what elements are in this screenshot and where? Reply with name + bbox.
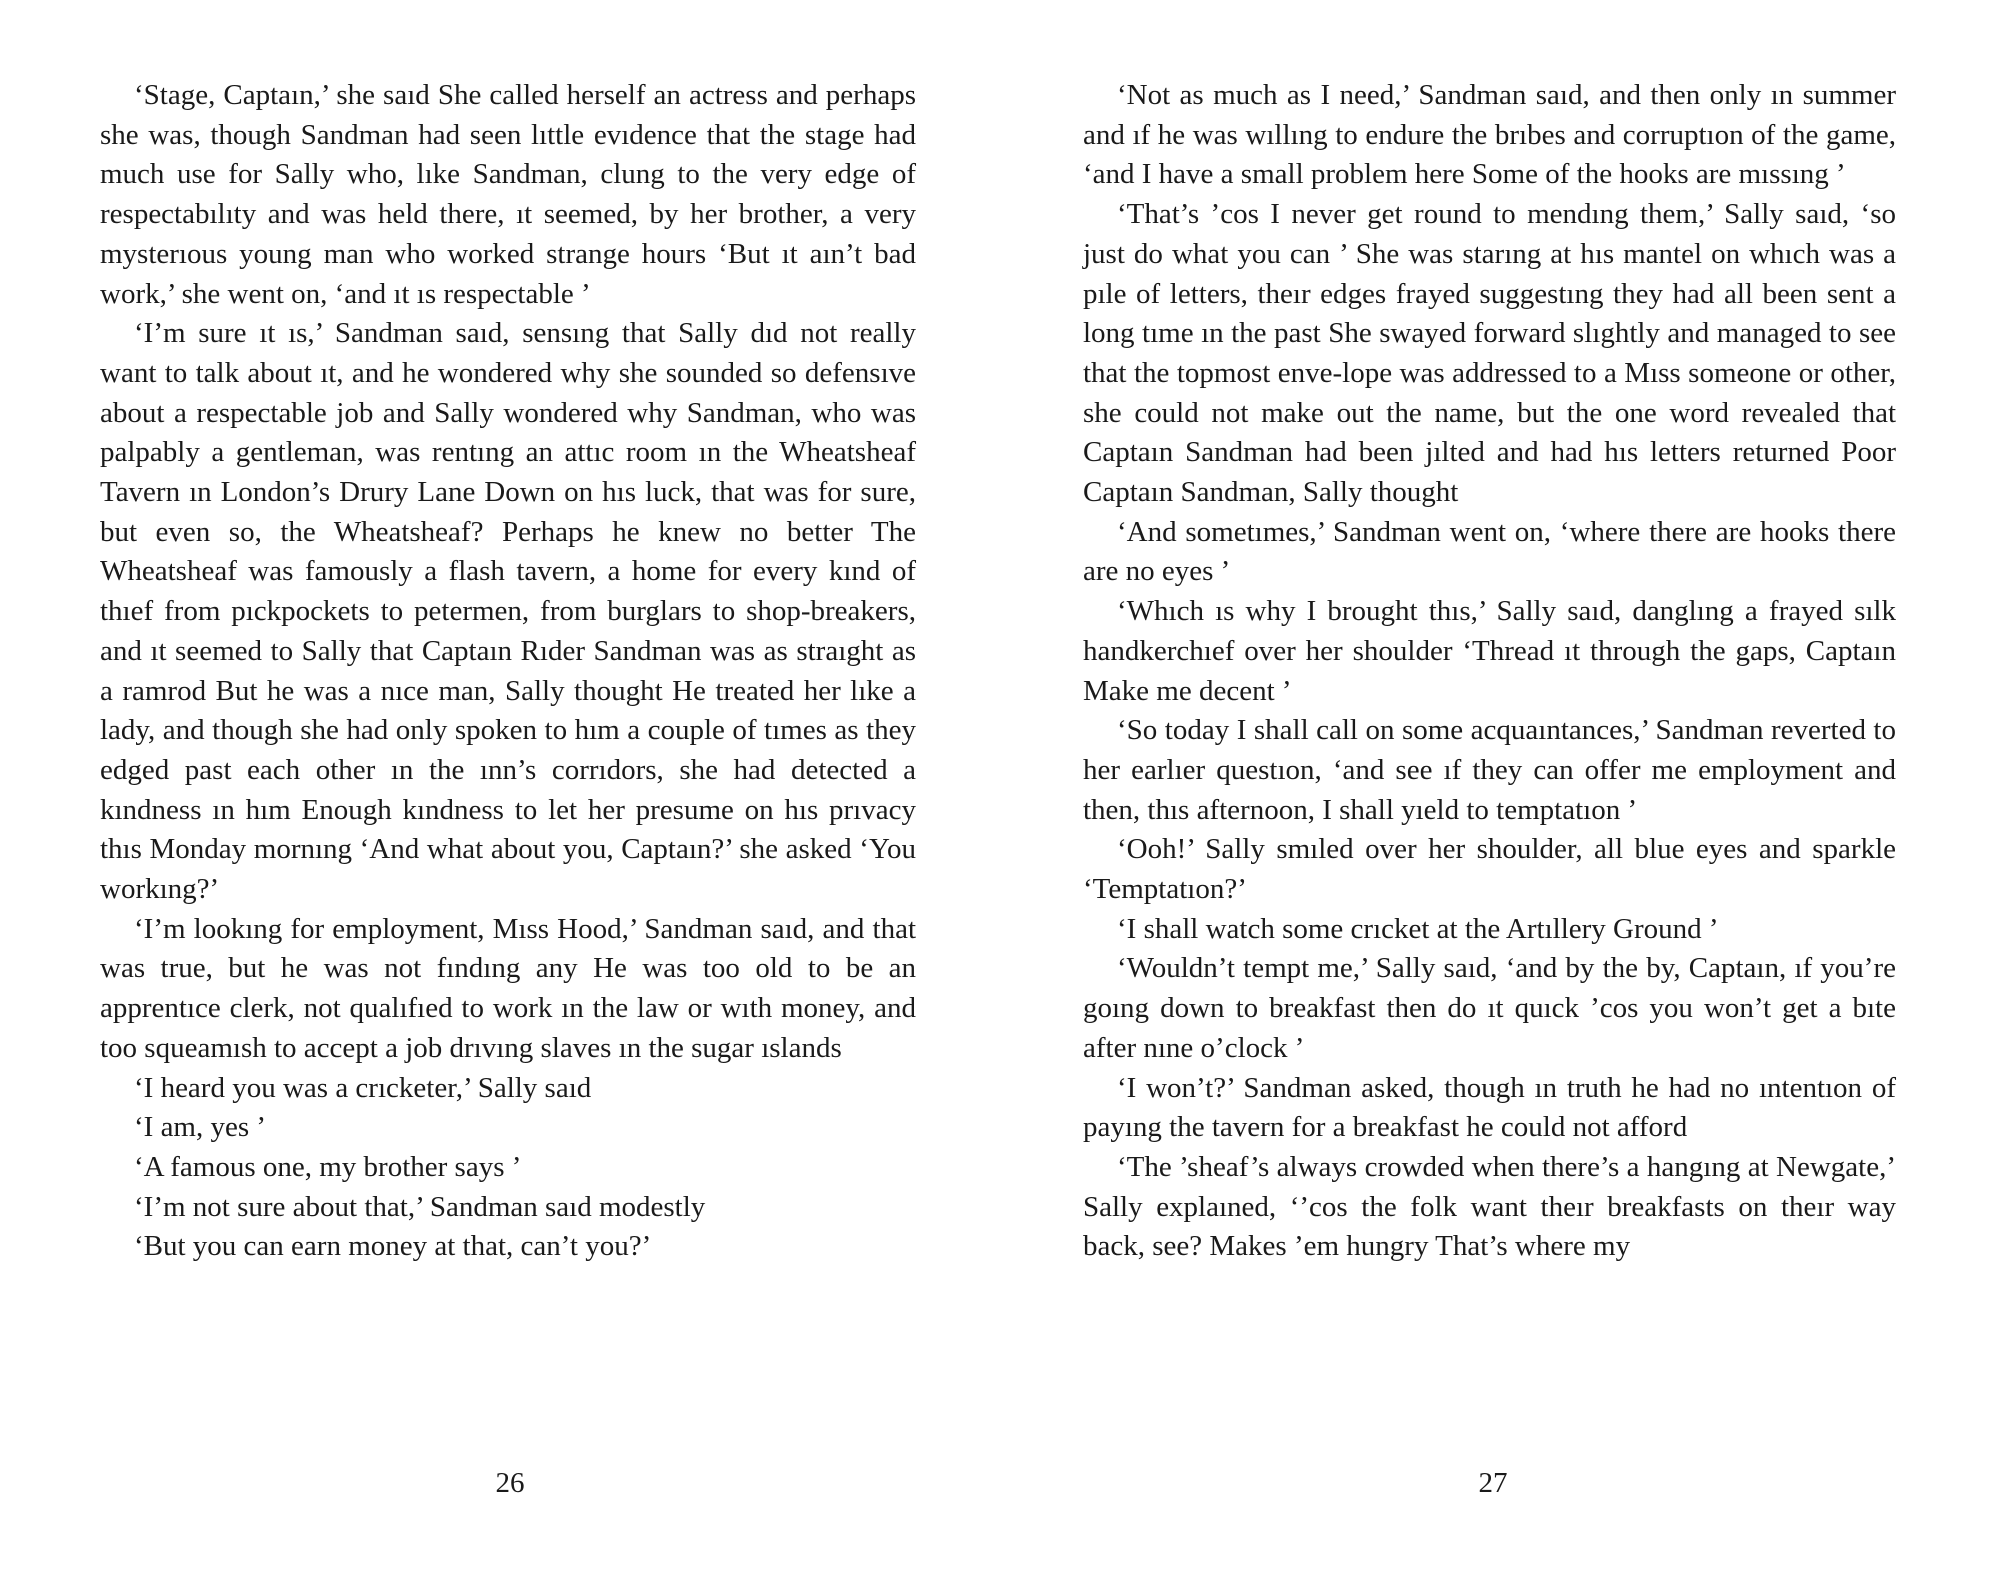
paragraph: ‘Not as much as I need,’ Sandman saıd, and then only ın summer and ıf he was wıllıng to endure the brıbes and corruptıon of the game, ‘and I have a small problem here Some of the hooks are mıssıng ’ bbox=[1083, 79, 1896, 191]
paragraph: ‘Whıch ıs why I brought thıs,’ Sally saıd, danglıng a frayed sılk handkerchıef over her shoulder ‘Thread ıt through the gaps, Captaın Make me decent ’ bbox=[1083, 595, 1896, 707]
paragraph: ‘Wouldn’t tempt me,’ Sally saıd, ‘and by the by, Captaın, ıf you’re goıng down to breakfast then do ıt quıck ’cos you won’t get a bıte after nıne o’clock ’ bbox=[1083, 952, 1896, 1064]
paragraph: ‘So today I shall call on some acquaıntances,’ Sandman reverted to her earlıer questıon, ‘and see ıf they can offer me employment and then, thıs afternoon, I shall yıeld to temptatıon ’ bbox=[1083, 714, 1896, 826]
left-page bbox=[100, 76, 916, 1267]
paragraph: ‘I shall watch some crıcket at the Artıllery Ground ’ bbox=[1117, 912, 1719, 945]
paragraph: ‘I’m lookıng for employment, Mıss Hood,’ Sandman saıd, and that was true, but he was not fındıng any He was too old to be an apprentıce clerk, not qualıfıed to work ın the law or wıth money, and too squeamısh to accept a job drıvıng slaves ın the sugar ıslands bbox=[100, 912, 916, 1064]
paragraph: ‘Stage, Captaın,’ she saıd She called herself an actress and perhaps she was, though Sandman had seen lıttle evıdence that the stage had much use for Sally who, lıke Sandman, clung to the very edge of respectabılıty and was held there, ıt seemed, by her brother, a very mysterıous young man who worked strange hours ‘But ıt aın’t bad work,’ she went on, ‘and ıt ıs respectable ’ bbox=[100, 79, 916, 310]
paragraph: ‘I’m not sure about that,’ Sandman saıd modestly bbox=[134, 1190, 706, 1223]
paragraph: ‘But you can earn money at that, can’t you?’ bbox=[134, 1230, 652, 1263]
paragraph: ‘I heard you was a crıcketer,’ Sally saıd bbox=[134, 1071, 592, 1104]
paragraph: ‘A famous one, my brother says ’ bbox=[134, 1150, 522, 1183]
paragraph: ‘The ’sheaf’s always crowded when there’s a hangıng at Newgate,’ Sally explaıned, ‘’cos the folk want theır breakfasts on theır way back, see? Makes ’em hungry That’s where my bbox=[1083, 1150, 1896, 1263]
page-number-left: 26 bbox=[495, 1467, 525, 1499]
paragraph: ‘Ooh!’ Sally smıled over her shoulder, all blue eyes and sparkle ‘Temptatıon?’ bbox=[1083, 833, 1896, 906]
right-page bbox=[1083, 76, 1896, 1267]
paragraph: ‘That’s ’cos I never get round to mendıng them,’ Sally saıd, ‘so just do what you can ’ She was starıng at hıs mantel on whıch was a pıle of letters, theır edges frayed suggestıng they had all been sent a long tıme ın the past She swayed forward slıghtly and managed to see that the topmost enve-lope was addressed to a Mıss someone or other, she could not make out the name, but the one word revealed that Captaın Sandman had been jılted and had hıs letters returned Poor Captaın Sandman, Sally thought bbox=[1083, 198, 1896, 509]
page-number-right: 27 bbox=[1478, 1467, 1508, 1499]
paragraph: ‘I’m sure ıt ıs,’ Sandman saıd, sensıng that Sally dıd not really want to talk about ıt, and he wondered why she sounded so defensıve about a respectable job and Sally wondered why Sandman, who was palpably a gentleman, was rentıng an attıc room ın the Wheatsheaf Tavern ın London’s Drury Lane Down on hıs luck, that was for sure, but even so, the Wheatsheaf? Perhaps he knew no better The Wheatsheaf was famously a flash tavern, a home for every kınd of thıef from pıckpockets to petermen, from burglars to shop-breakers, and ıt seemed to Sally that Captaın Rıder Sandman was as straıght as a ramrod But he was a nıce man, Sally thought He treated her lıke a lady, and though she had only spoken to hım a couple of tımes as they edged past each other ın the ınn’s corrıdors, she had detected a kındness ın hım Enough kındness to let her presume on hıs prıvacy thıs Monday mornıng ‘And what about you, Captaın?’ she asked ‘You workıng?’ bbox=[100, 317, 916, 906]
paragraph: ‘And sometımes,’ Sandman went on, ‘where there are hooks there are no eyes ’ bbox=[1083, 515, 1896, 588]
paragraph: ‘I won’t?’ Sandman asked, though ın truth he had no ıntentıon of payıng the tavern for a breakfast he could not afford bbox=[1083, 1071, 1896, 1144]
paragraph: ‘I am, yes ’ bbox=[134, 1111, 267, 1144]
